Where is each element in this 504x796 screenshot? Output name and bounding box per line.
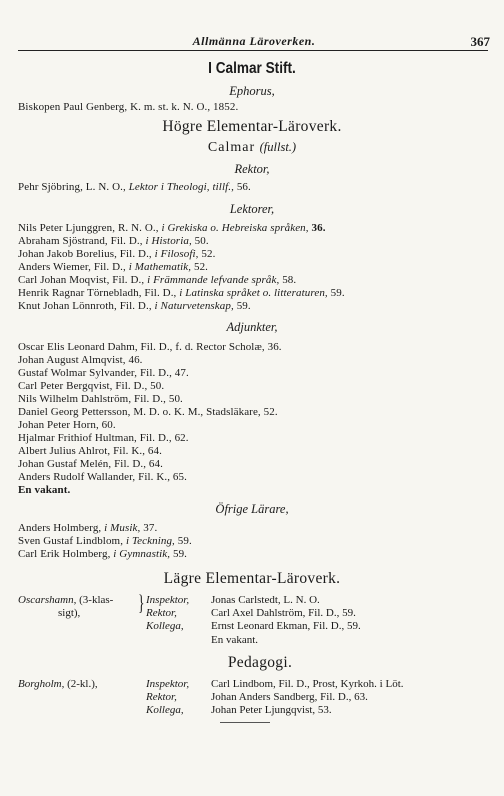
place-name: Oscarshamn, [18, 594, 77, 606]
adjunkt-row: Gustaf Wolmar Sylvander, Fil. D., 47. [18, 367, 189, 379]
staff-row [146, 704, 184, 716]
adjunkt-row: Anders Rudolf Wallander, Fil. K., 65. [18, 471, 187, 483]
adjunkt-row: Johan Peter Horn, 60. [18, 419, 116, 431]
pedagogi-title: Pedagogi. [227, 654, 293, 671]
running-title: Allmänna Läroverken. [192, 34, 316, 48]
staff-name: Johan Anders Sandberg, Fil. D., 63. [211, 691, 368, 703]
staff-row [146, 607, 177, 619]
borgholm-place [18, 678, 98, 690]
ephorus-heading: Ephorus, [229, 84, 275, 98]
place-name: Borgholm, [18, 678, 65, 690]
lektor-subject: i Filosofi, [154, 248, 199, 260]
hogre-town [0, 140, 504, 156]
adjunkt-row: Carl Peter Bergqvist, Fil. D., 50. [18, 380, 165, 392]
staff-name: Johan Peter Ljungqvist, 53. [211, 704, 332, 716]
lektor-row [18, 222, 326, 234]
ofrig-name: Sven Gustaf Lindblom, [18, 535, 124, 547]
lektor-year: 58. [282, 274, 297, 286]
place-note: (3-klas- [79, 594, 114, 606]
rektor-role: Lektor i Theologi, tillf., [128, 181, 234, 193]
page-number: 367 [470, 34, 490, 49]
vakant-note: En vakant. [211, 634, 259, 646]
adjunkt-row: Nils Wilhelm Dahlström, Fil. D., 50. [18, 393, 183, 405]
rektor-name: Pehr Sjöbring, L. N. O., [18, 181, 126, 193]
lektor-subject: i Främmande lefvande språk, [147, 274, 280, 286]
rektor-entry [18, 181, 251, 193]
hogre-title: Högre Elementar-Läroverk. [162, 118, 342, 135]
staff-row [146, 678, 189, 690]
stift-title: I Calmar Stift. [208, 60, 296, 77]
lektor-name: Knut Johan Lönnroth, Fil. D., [18, 300, 152, 312]
lektor-year: 36. [311, 222, 326, 234]
lektor-row [18, 261, 208, 273]
lektor-year: 52. [201, 248, 216, 260]
ofrig-year: 59. [177, 535, 192, 547]
lektor-subject: i Mathematik, [128, 261, 192, 273]
adjunkt-row: Johan Gustaf Melén, Fil. D., 64. [18, 458, 163, 470]
town-note: (fullst.) [259, 140, 297, 154]
staff-role: Inspektor, [146, 678, 190, 690]
adjunkt-row: Daniel Georg Pettersson, M. D. o. K. M., Stadsläkare, 52. [18, 406, 278, 418]
lektor-name: Carl Johan Moqvist, Fil. D., [18, 274, 145, 286]
lagre-title: Lägre Elementar-Läroverk. [163, 570, 341, 587]
lektor-subject: i Grekiska o. Hebreiska språken, [161, 222, 309, 234]
staff-role: Kollega, [146, 620, 184, 632]
adjunkt-row: Albert Julius Ahlrot, Fil. K., 64. [18, 445, 162, 457]
ofrige-heading: Öfrige Lärare, [215, 502, 289, 516]
staff-name: Carl Axel Dahlström, Fil. D., 59. [211, 607, 356, 619]
lektor-name: Abraham Sjöstrand, Fil. D., [18, 235, 143, 247]
lektor-name: Nils Peter Ljunggren, R. N. O., [18, 222, 159, 234]
closing-rule [220, 722, 270, 723]
lektor-year: 50. [194, 235, 209, 247]
oscarshamn-place [18, 594, 113, 606]
staff-row [146, 620, 184, 632]
lektor-year: 59. [330, 287, 345, 299]
oscarshamn-note: sigt), [58, 607, 81, 619]
lektor-name: Anders Wiemer, Fil. D., [18, 261, 126, 273]
ofrig-year: 37. [143, 522, 158, 534]
lektor-row [18, 248, 215, 260]
ofrig-year: 59. [172, 548, 188, 560]
vakant-note: En vakant. [18, 484, 71, 496]
lektor-subject: i Latinska språket o. litteraturen, [179, 287, 328, 299]
staff-role: Rektor, [146, 607, 177, 619]
adjunkt-row: Hjalmar Frithiof Hultman, Fil. D., 62. [18, 432, 189, 444]
staff-role: Kollega, [146, 704, 184, 716]
ofrig-subject: i Gymnastik, [113, 548, 171, 560]
ofrig-subject: i Teckning, [125, 535, 175, 547]
lektor-row [18, 274, 296, 286]
brace-glyph: } [138, 590, 145, 615]
adjunkt-row: Johan August Almqvist, 46. [18, 354, 143, 366]
adjunkter-heading: Adjunkter, [226, 320, 278, 334]
lektor-year: 52. [193, 261, 209, 273]
staff-row [146, 594, 189, 606]
rektor-heading: Rektor, [234, 162, 270, 176]
ofrig-row [18, 535, 192, 547]
staff-row [146, 691, 177, 703]
staff-name: Jonas Carlstedt, L. N. O. [211, 594, 320, 606]
staff-role: Inspektor, [146, 594, 190, 606]
adjunkt-row: Oscar Elis Leonard Dahm, Fil. D., f. d. Rector Scholæ, 36. [18, 341, 282, 353]
header-rule [18, 50, 488, 51]
ofrig-row [18, 522, 157, 534]
lektorer-heading: Lektorer, [229, 202, 275, 216]
ofrig-name: Carl Erik Holmberg, [18, 548, 111, 560]
staff-name: Ernst Leonard Ekman, Fil. D., 59. [211, 620, 361, 632]
staff-role: Rektor, [146, 691, 177, 703]
ofrig-row [18, 548, 187, 560]
lektor-row [18, 235, 209, 247]
ephorus-entry: Biskopen Paul Genberg, K. m. st. k. N. O., 1852. [18, 101, 239, 113]
town-name: Calmar [207, 140, 256, 155]
ofrig-name: Anders Holmberg, [18, 522, 102, 534]
ofrig-subject: i Musik, [104, 522, 141, 534]
lektor-year: 59. [236, 300, 251, 312]
place-note: (2-kl.), [67, 678, 98, 690]
lektor-row [18, 287, 345, 299]
lektor-subject: i Historia, [145, 235, 192, 247]
rektor-year: 56. [236, 181, 251, 193]
lektor-name: Johan Jakob Borelius, Fil. D., [18, 248, 152, 260]
staff-name: Carl Lindbom, Fil. D., Prost, Kyrkoh. i Löt. [211, 678, 404, 690]
lektor-row [18, 300, 251, 312]
lektor-subject: i Naturvetenskap, [154, 300, 234, 312]
lektor-name: Henrik Ragnar Törnebladh, Fil. D., [18, 287, 177, 299]
